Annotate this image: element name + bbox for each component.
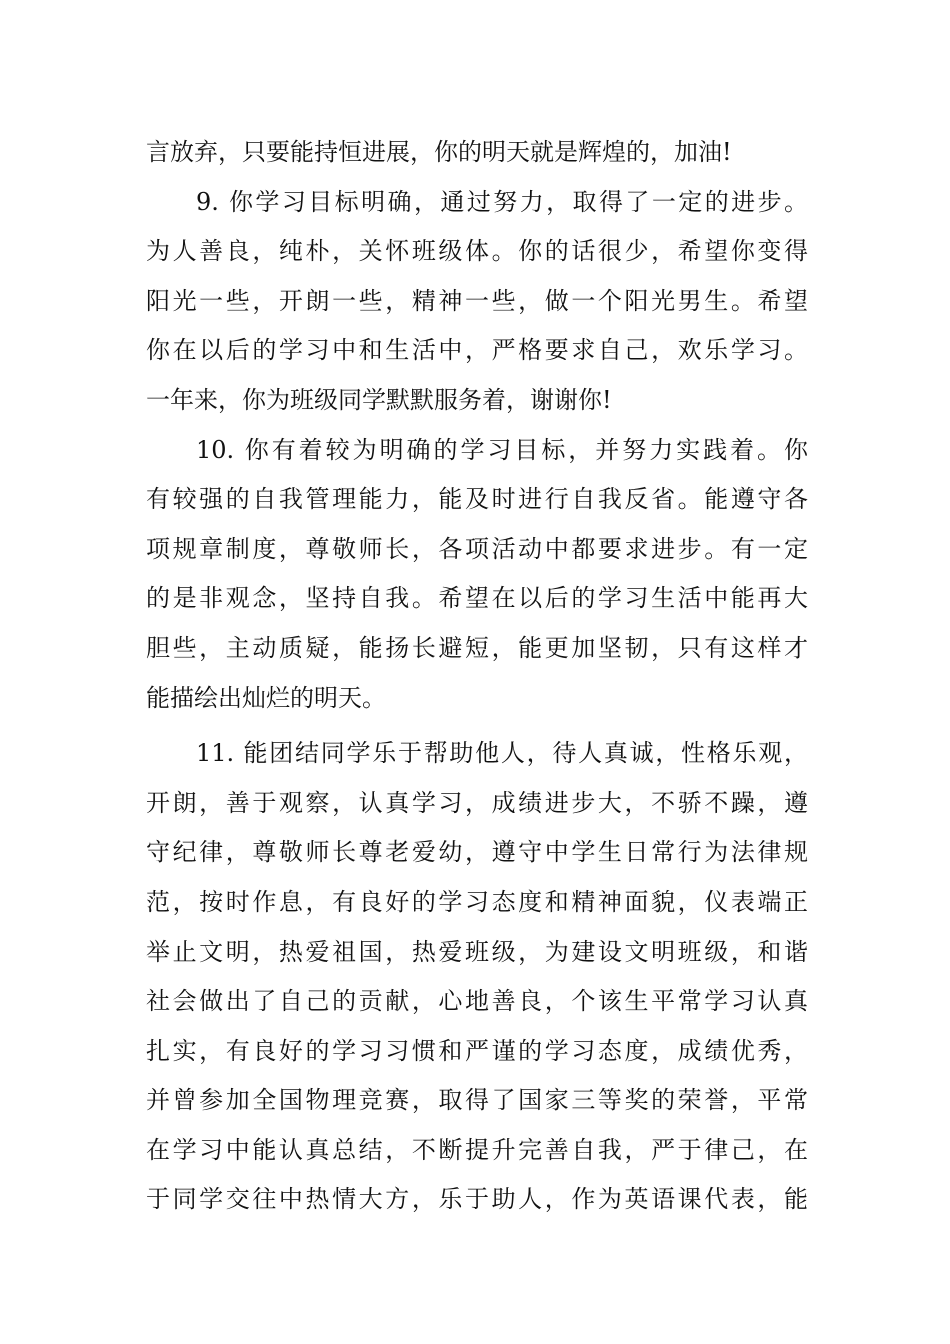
paragraph-line: 的是非观念，坚持自我。希望在以后的学习生活中能再大 xyxy=(146,584,808,613)
paragraph-first-line: 11. 能团结同学乐于帮助他人，待人真诚，性格乐观， xyxy=(196,739,808,768)
paragraph-line: 开朗，善于观察，认真学习，成绩进步大，不骄不躁，遵 xyxy=(146,788,808,817)
paragraph-line: 项规章制度，尊敬师长，各项活动中都要求进步。有一定 xyxy=(146,534,808,563)
paragraph-first-line: 9. 你学习目标明确，通过努力，取得了一定的进步。 xyxy=(196,187,808,216)
paragraph-line: 扎实，有良好的学习习惯和严谨的学习态度，成绩优秀， xyxy=(146,1036,808,1065)
paragraph-line: 阳光一些，开朗一些，精神一些，做一个阳光男生。希望 xyxy=(146,286,808,315)
paragraph-line: 守纪律，尊敬师长尊老爱幼，遵守中学生日常行为法律规 xyxy=(146,838,808,867)
paragraph-first-line: 10. 你有着较为明确的学习目标，并努力实践着。你 xyxy=(196,435,808,464)
paragraph-line: 一年来，你为班级同学默默服务着，谢谢你! xyxy=(146,385,612,414)
paragraph-line: 并曾参加全国物理竞赛，取得了国家三等奖的荣誉，平常 xyxy=(146,1086,808,1115)
paragraph-line: 社会做出了自己的贡献，心地善良，个该生平常学习认真 xyxy=(146,987,808,1016)
paragraph-line: 言放弃，只要能持恒进展，你的明天就是辉煌的，加油! xyxy=(146,138,732,166)
paragraph-line: 范，按时作息，有良好的学习态度和精神面貌，仪表端正 xyxy=(146,887,808,916)
paragraph-line: 举止文明，热爱祖国，热爱班级，为建设文明班级，和谐 xyxy=(146,937,808,966)
document-body xyxy=(146,128,808,1225)
paragraph-line: 有较强的自我管理能力，能及时进行自我反省。能遵守各 xyxy=(146,485,808,514)
paragraph-line: 能描绘出灿烂的明天。 xyxy=(146,683,386,712)
paragraph-line: 于同学交往中热情大方，乐于助人，作为英语课代表，能 xyxy=(146,1185,808,1214)
paragraph-line: 你在以后的学习中和生活中，严格要求自己，欢乐学习。 xyxy=(146,336,808,365)
paragraph-line: 在学习中能认真总结，不断提升完善自我，严于律己，在 xyxy=(146,1135,808,1164)
paragraph-line: 为人善良，纯朴，关怀班级体。你的话很少，希望你变得 xyxy=(146,237,808,266)
paragraph-line: 胆些，主动质疑，能扬长避短，能更加坚韧，只有这样才 xyxy=(146,633,808,662)
